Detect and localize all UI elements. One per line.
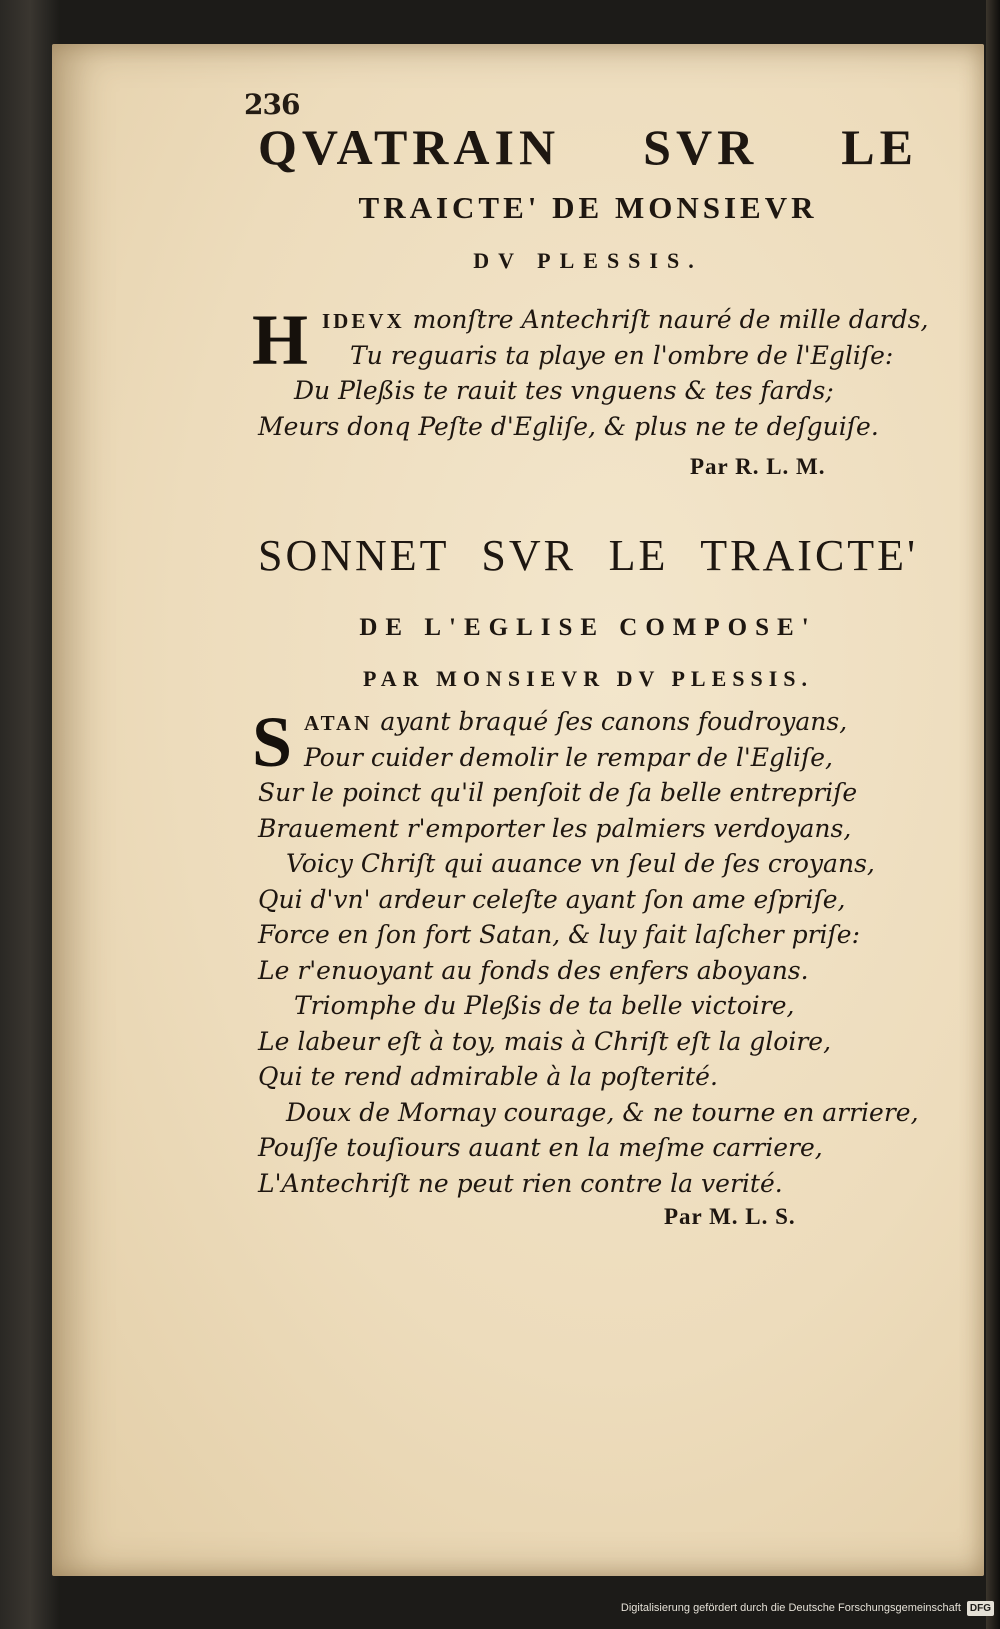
poem-line: Triomphe du Pleßis de ta belle victoire, xyxy=(294,991,795,1020)
poem-line: Meurs donq Peſte d'Egliſe, & plus ne te deſguiſe. xyxy=(258,411,879,441)
quatrain-title: QVATRAIN SVR LE xyxy=(258,119,918,175)
credit-text: Digitalisierung gefördert durch die Deutsche Forschungsgemeinschaft xyxy=(620,1602,961,1614)
poem-line: Brauement r'emporter les palmiers verdoyans, xyxy=(258,813,852,843)
sonnet-subtitle: DE L'EGLISE COMPOSE' xyxy=(359,614,817,641)
poem-line xyxy=(258,302,929,338)
poem-line: Sur le poinct qu'il penſoit de ſa belle entrepriſe xyxy=(258,778,858,807)
dfg-logo-icon: DFG xyxy=(967,1601,994,1616)
sonnet-title: SONNET SVR LE TRAICTE' xyxy=(258,531,918,580)
poem-line: Voicy Chriſt qui auance vn ſeul de ſes croyans, xyxy=(286,849,875,878)
poem-line: Le r'enuoyant au fonds des enfers aboyans. xyxy=(258,955,809,985)
poem-line: Qui te rend admirable à la poſterité. xyxy=(258,1062,718,1091)
quatrain-attribution: Par R. L. M. xyxy=(690,454,826,479)
quatrain-subtitle: TRAICTE' DE MONSIEVR xyxy=(358,190,818,225)
page-edge xyxy=(986,0,1000,1629)
sonnet-subtitle-2: PAR MONSIEVR DV PLESSIS. xyxy=(362,666,814,691)
sonnet-poem xyxy=(252,702,919,1201)
poem-line: Pour cuider demolir le rempar de l'Egliſe, xyxy=(304,742,833,772)
sonnet-attribution: Par M. L. S. xyxy=(664,1204,796,1229)
sonnet-drop-cap: S xyxy=(252,702,293,782)
quatrain-subtitle-2: DV PLESSIS. xyxy=(473,248,703,273)
lead-caps: ATAN xyxy=(304,711,373,735)
poem-line: L'Antechriſt ne peut rien contre la verité. xyxy=(258,1168,783,1198)
poem-line: Pouſſe touſiours auant en la meſme carriere, xyxy=(258,1133,823,1162)
line-text: ayant braqué ſes canons foudroyans, xyxy=(372,707,848,736)
poem-line: Doux de Mornay courage, & ne tourne en arriere, xyxy=(286,1097,919,1127)
lead-caps: IDEVX xyxy=(322,309,405,333)
poem-line: Tu reguaris ta playe en l'ombre de l'Egliſe: xyxy=(350,340,894,370)
poem-line: Du Pleßis te rauit tes vnguens & tes fards; xyxy=(294,376,834,405)
poem-line: Le labeur eſt à toy, mais à Chriſt eſt la gloire, xyxy=(258,1026,832,1056)
poem-line: Qui d'vn' ardeur celeſte ayant ſon ame eſpriſe, xyxy=(258,884,846,914)
page-number: 236 xyxy=(244,88,300,121)
poem-line: Force en ſon fort Satan, & luy fait laſcher priſe: xyxy=(258,920,861,949)
digitization-credit xyxy=(621,1597,994,1619)
quatrain-poem xyxy=(252,300,929,444)
quatrain-drop-cap: H xyxy=(252,300,309,380)
line-text: monſtre Antechriſt nauré de mille dards, xyxy=(404,305,929,334)
poem-line xyxy=(258,704,918,740)
